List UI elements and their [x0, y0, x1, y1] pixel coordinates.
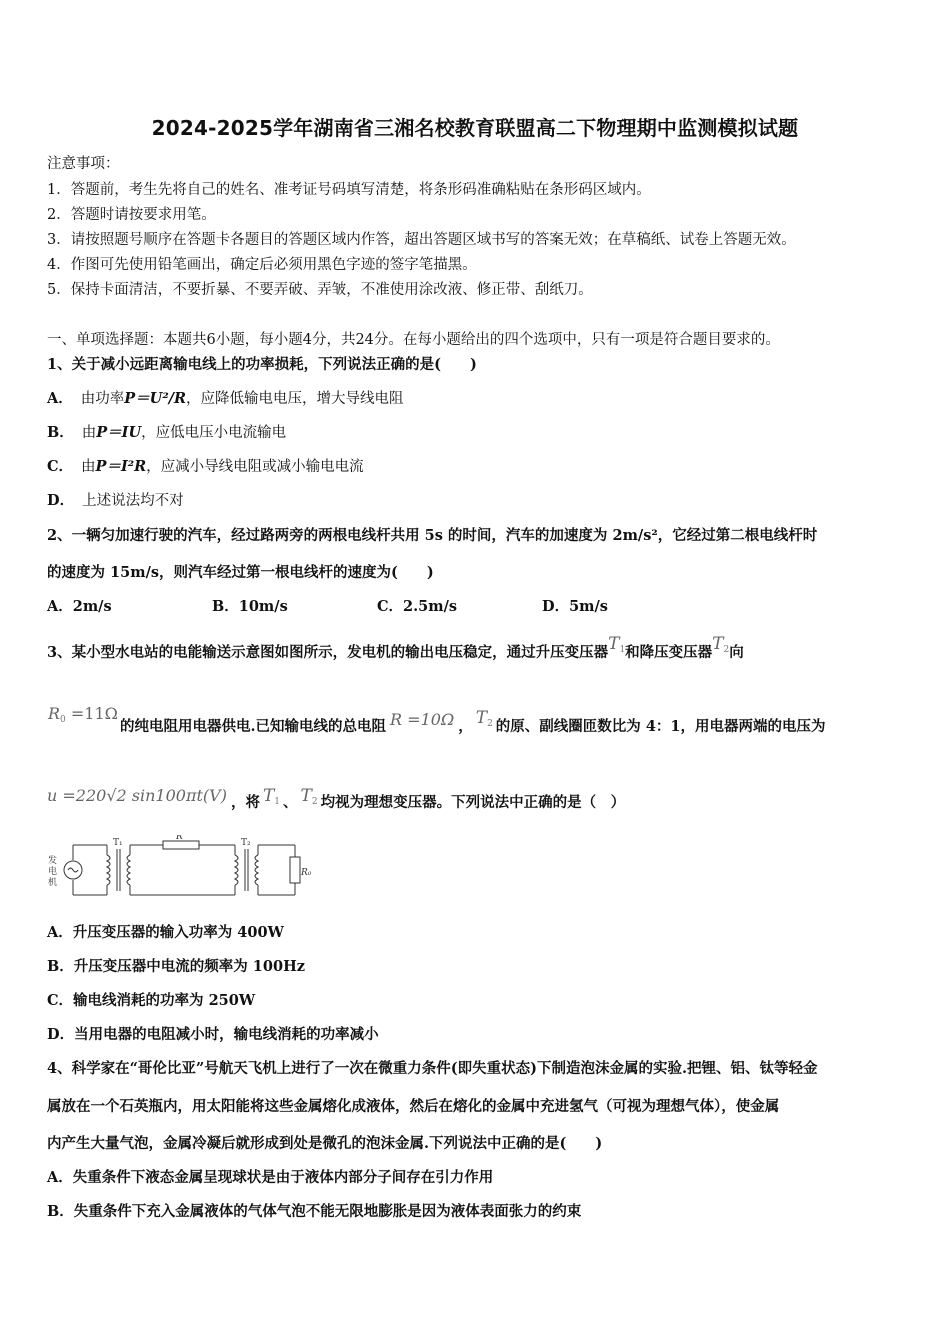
q1-option-b — [47, 421, 286, 442]
notice-item: 1．答题前，考生先将自己的姓名、准考证号码填写清楚，将条形码准确粘贴在条形码区域内。 — [47, 182, 651, 198]
formula-r: R =10Ω — [390, 710, 455, 729]
q1-option-c — [47, 455, 364, 476]
question-2-line: 2、一辆匀加速行驶的汽车，经过路两旁的两根电线杆共用 5s 的时间，汽车的加速度为 2m/s²，它经过第二根电线杆时 — [47, 527, 818, 544]
stem-text: 和降压变压器 — [625, 644, 713, 661]
option-letter: C． — [47, 458, 74, 475]
stem-text: 的纯电阻用电器供电.已知输电线的总电阻 — [120, 718, 387, 735]
option-text: 上述说法均不对 — [82, 493, 184, 509]
question-3-line — [47, 786, 626, 813]
option-letter: B． — [47, 424, 74, 441]
question-3-line — [120, 708, 826, 737]
option-letter: A． — [47, 390, 73, 407]
q2-option-b: B．10m/s — [212, 598, 288, 615]
question-2-line: 的速度为 15m/s，则汽车经过第一根电线杆的速度为( ) — [47, 564, 434, 581]
formula-u: u =220√2 sin100πt(V) — [47, 786, 227, 805]
q1-option-d — [47, 489, 184, 510]
question-4-line: 属放在一个石英瓶内，用太阳能将这些金属熔化成液体，然后在熔化的金属中充进氢气（可视为理想气体），使金属 — [47, 1098, 780, 1115]
q3-option-b: B．升压变压器中电流的频率为 100Hz — [47, 958, 306, 975]
t1-primary-coil — [107, 855, 110, 885]
question-1-stem: 1、关于减小远距离输电线上的功率损耗，下列说法正确的是( ) — [47, 356, 477, 373]
formula-t2: $T_2$ — [475, 708, 493, 729]
q4-option-b: B．失重条件下充入金属液体的气体气泡不能无限地膨胀是因为液体表面张力的约束 — [47, 1203, 582, 1220]
question-3-line — [47, 634, 744, 663]
notice-item: 2．答题时请按要求用笔。 — [47, 207, 216, 223]
stem-text: 的原、副线圈匝数比为 4：1，用电器两端的电压为 — [495, 718, 826, 735]
formula: P＝U²/R — [124, 390, 187, 407]
gen-label-char: 电 — [48, 867, 58, 877]
t2-primary-coil — [235, 855, 238, 885]
r0-label: R₀ — [301, 868, 312, 878]
notice-item: 3．请按照题号顺序在答题卡各题目的答题区域内作答，超出答题区域书写的答案无效；在草稿纸、试卷上答题无效。 — [47, 232, 796, 248]
page-title: 2024-2025学年湖南省三湘名校教育联盟高二下物理期中监测模拟试题 — [151, 116, 799, 140]
formula-t2: $T_2$ — [300, 786, 318, 807]
formula-t1: $T_1$ — [262, 786, 281, 807]
q1-option-a — [47, 387, 404, 408]
option-text: 由 — [81, 459, 96, 475]
gen-label-char: 发 — [48, 856, 58, 866]
option-text: 由 — [81, 425, 97, 441]
t2-label: T₂ — [241, 838, 251, 848]
formula: P＝I²R — [95, 458, 147, 475]
option-text: ，应减小导线电阻或减小输电电流 — [146, 459, 364, 475]
stem-text: ， — [458, 718, 473, 735]
option-text: ，应低电压小电流输电 — [141, 425, 287, 441]
circuit-svg — [45, 835, 325, 905]
question-4-line: 4、科学家在“哥伦比亚”号航天飞机上进行了一次在微重力条件(即失重状态)下制造泡沫金属的实验.把锂、铝、钛等轻金 — [47, 1060, 818, 1077]
stem-text: 向 — [729, 644, 744, 661]
resistor-r — [163, 841, 199, 849]
q4-option-a: A．失重条件下液态金属呈现球状是由于液体内部分子间存在引力作用 — [47, 1169, 494, 1186]
q3-option-a: A．升压变压器的输入功率为 400W — [47, 924, 284, 941]
formula: P＝IU — [96, 424, 142, 441]
circuit-diagram — [45, 835, 325, 909]
q3-option-d: D．当用电器的电阻减小时，输电线消耗的功率减小 — [47, 1026, 379, 1043]
t2-secondary-coil — [255, 855, 258, 885]
r-label: R — [176, 835, 183, 842]
q2-option-d: D．5m/s — [542, 598, 608, 615]
option-text: 由功率 — [80, 391, 125, 407]
t1-secondary-coil — [127, 855, 130, 885]
notice-item: 5．保持卡面清洁，不要折暴、不要弄破、弄皱，不准使用涂改液、修正带、刮纸刀。 — [47, 282, 593, 298]
formula-t1: $T_1$ — [608, 634, 626, 655]
section-heading: 一、单项选择题：本题共6小题，每小题4分，共24分。在每小题给出的四个选项中，只有一项是符合题目要求的。 — [47, 332, 780, 348]
formula-t2: $T_2$ — [712, 634, 730, 655]
stem-text: 3、某小型水电站的电能输送示意图如图所示，发电机的输出电压稳定，通过升压变压器 — [47, 644, 609, 661]
option-letter: D． — [47, 492, 75, 509]
stem-text: ，将 — [230, 794, 260, 811]
t1-label: T₁ — [113, 838, 123, 848]
q3-option-c: C．输电线消耗的功率为 250W — [47, 992, 256, 1009]
notice-item: 4．作图可先使用铅笔画出，确定后必须用黑色字迹的签字笔描黑。 — [47, 257, 477, 273]
gen-label-char: 机 — [48, 878, 58, 888]
question-4-line: 内产生大量气泡，金属冷凝后就形成到处是微孔的泡沫金属.下列说法中正确的是( ) — [47, 1135, 603, 1152]
q2-option-a: A．2m/s — [47, 598, 112, 615]
notice-heading: 注意事项： — [47, 156, 120, 172]
formula-r0: $R_0 =11\Omega$ — [48, 704, 118, 725]
stem-text: 均视为理想变压器。下列说法中正确的是（ ） — [320, 794, 626, 811]
resistor-r0 — [290, 857, 300, 883]
option-text: ，应降低输电电压，增大导线电阻 — [186, 391, 404, 407]
stem-text: 、 — [283, 794, 298, 811]
q2-option-c: C．2.5m/s — [377, 598, 458, 615]
